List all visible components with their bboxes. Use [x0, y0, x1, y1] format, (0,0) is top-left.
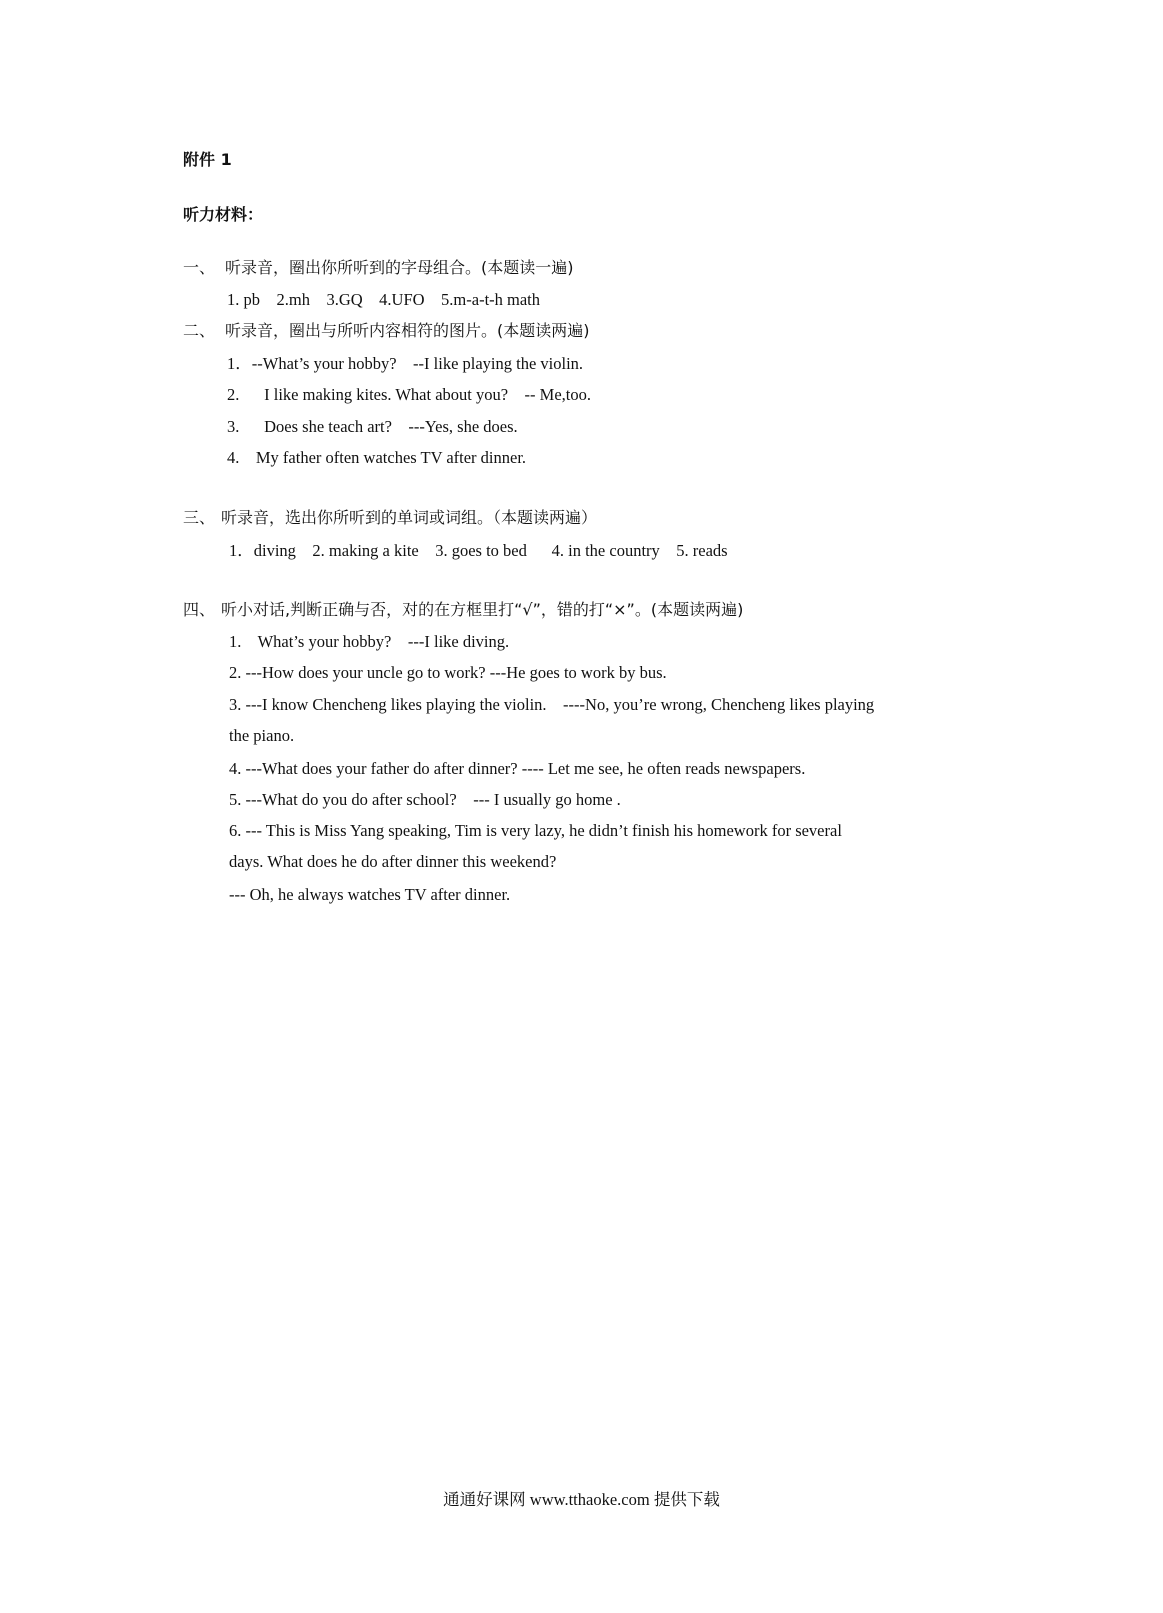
section-4-line: days. What does he do after dinner this weekend? [229, 852, 557, 871]
section-4-line: 1. What’s your hobby? ---I like diving. [229, 632, 510, 651]
section-1-line: 1. pb 2.mh 3.GQ 4.UFO 5.m-a-t-h math [227, 290, 541, 309]
footer: 通通好课网 www.tthaoke.com 提供下载 [443, 1490, 720, 1509]
section-1-number: 一、 [183, 258, 216, 277]
section-4-line: 5. ---What do you do after school? --- I usually go home . [229, 790, 621, 809]
section-3-line: 1．diving 2. making a kite 3. goes to bed 4. in the country 5. reads [229, 541, 728, 560]
section-1-title: 听录音，圈出你所听到的字母组合。(本题读一遍) [225, 258, 574, 277]
section-3-number: 三、 [183, 508, 216, 527]
section-4-line: the piano. [229, 726, 295, 745]
section-4-line: 3. ---I know Chencheng likes playing the violin. ----No, you’re wrong, Chencheng likes playing [229, 695, 875, 714]
section-4-line: 4. ---What does your father do after dinner? ---- Let me see, he often reads newspapers. [229, 759, 806, 778]
section-3-title: 听录音，选出你所听到的单词或词组。（本题读两遍） [221, 508, 598, 527]
section-2-number: 二、 [183, 321, 216, 340]
section-2-line: 3. Does she teach art? ---Yes, she does. [227, 417, 518, 436]
section-2-line: 1．--What’s your hobby? --I like playing the violin. [227, 354, 584, 373]
attachment-heading: 附件 1 [183, 150, 232, 169]
section-4-line: --- Oh, he always watches TV after dinner. [229, 885, 511, 904]
section-2-line: 2. I like making kites. What about you? -- Me,too. [227, 385, 591, 404]
section-4-line: 2. ---How does your uncle go to work? ---He goes to work by bus. [229, 663, 667, 682]
section-4-line: 6. --- This is Miss Yang speaking, Tim is very lazy, he didn’t finish his homework for several [229, 821, 842, 840]
section-2-title: 听录音，圈出与所听内容相符的图片。(本题读两遍) [225, 321, 590, 340]
section-4-number: 四、 [183, 600, 216, 619]
section-4-title: 听小对话,判断正确与否，对的在方框里打“√”，错的打“×”。(本题读两遍) [221, 600, 744, 619]
section-2-line: 4. My father often watches TV after dinner. [227, 448, 527, 467]
listening-material-title: 听力材料： [183, 205, 264, 224]
